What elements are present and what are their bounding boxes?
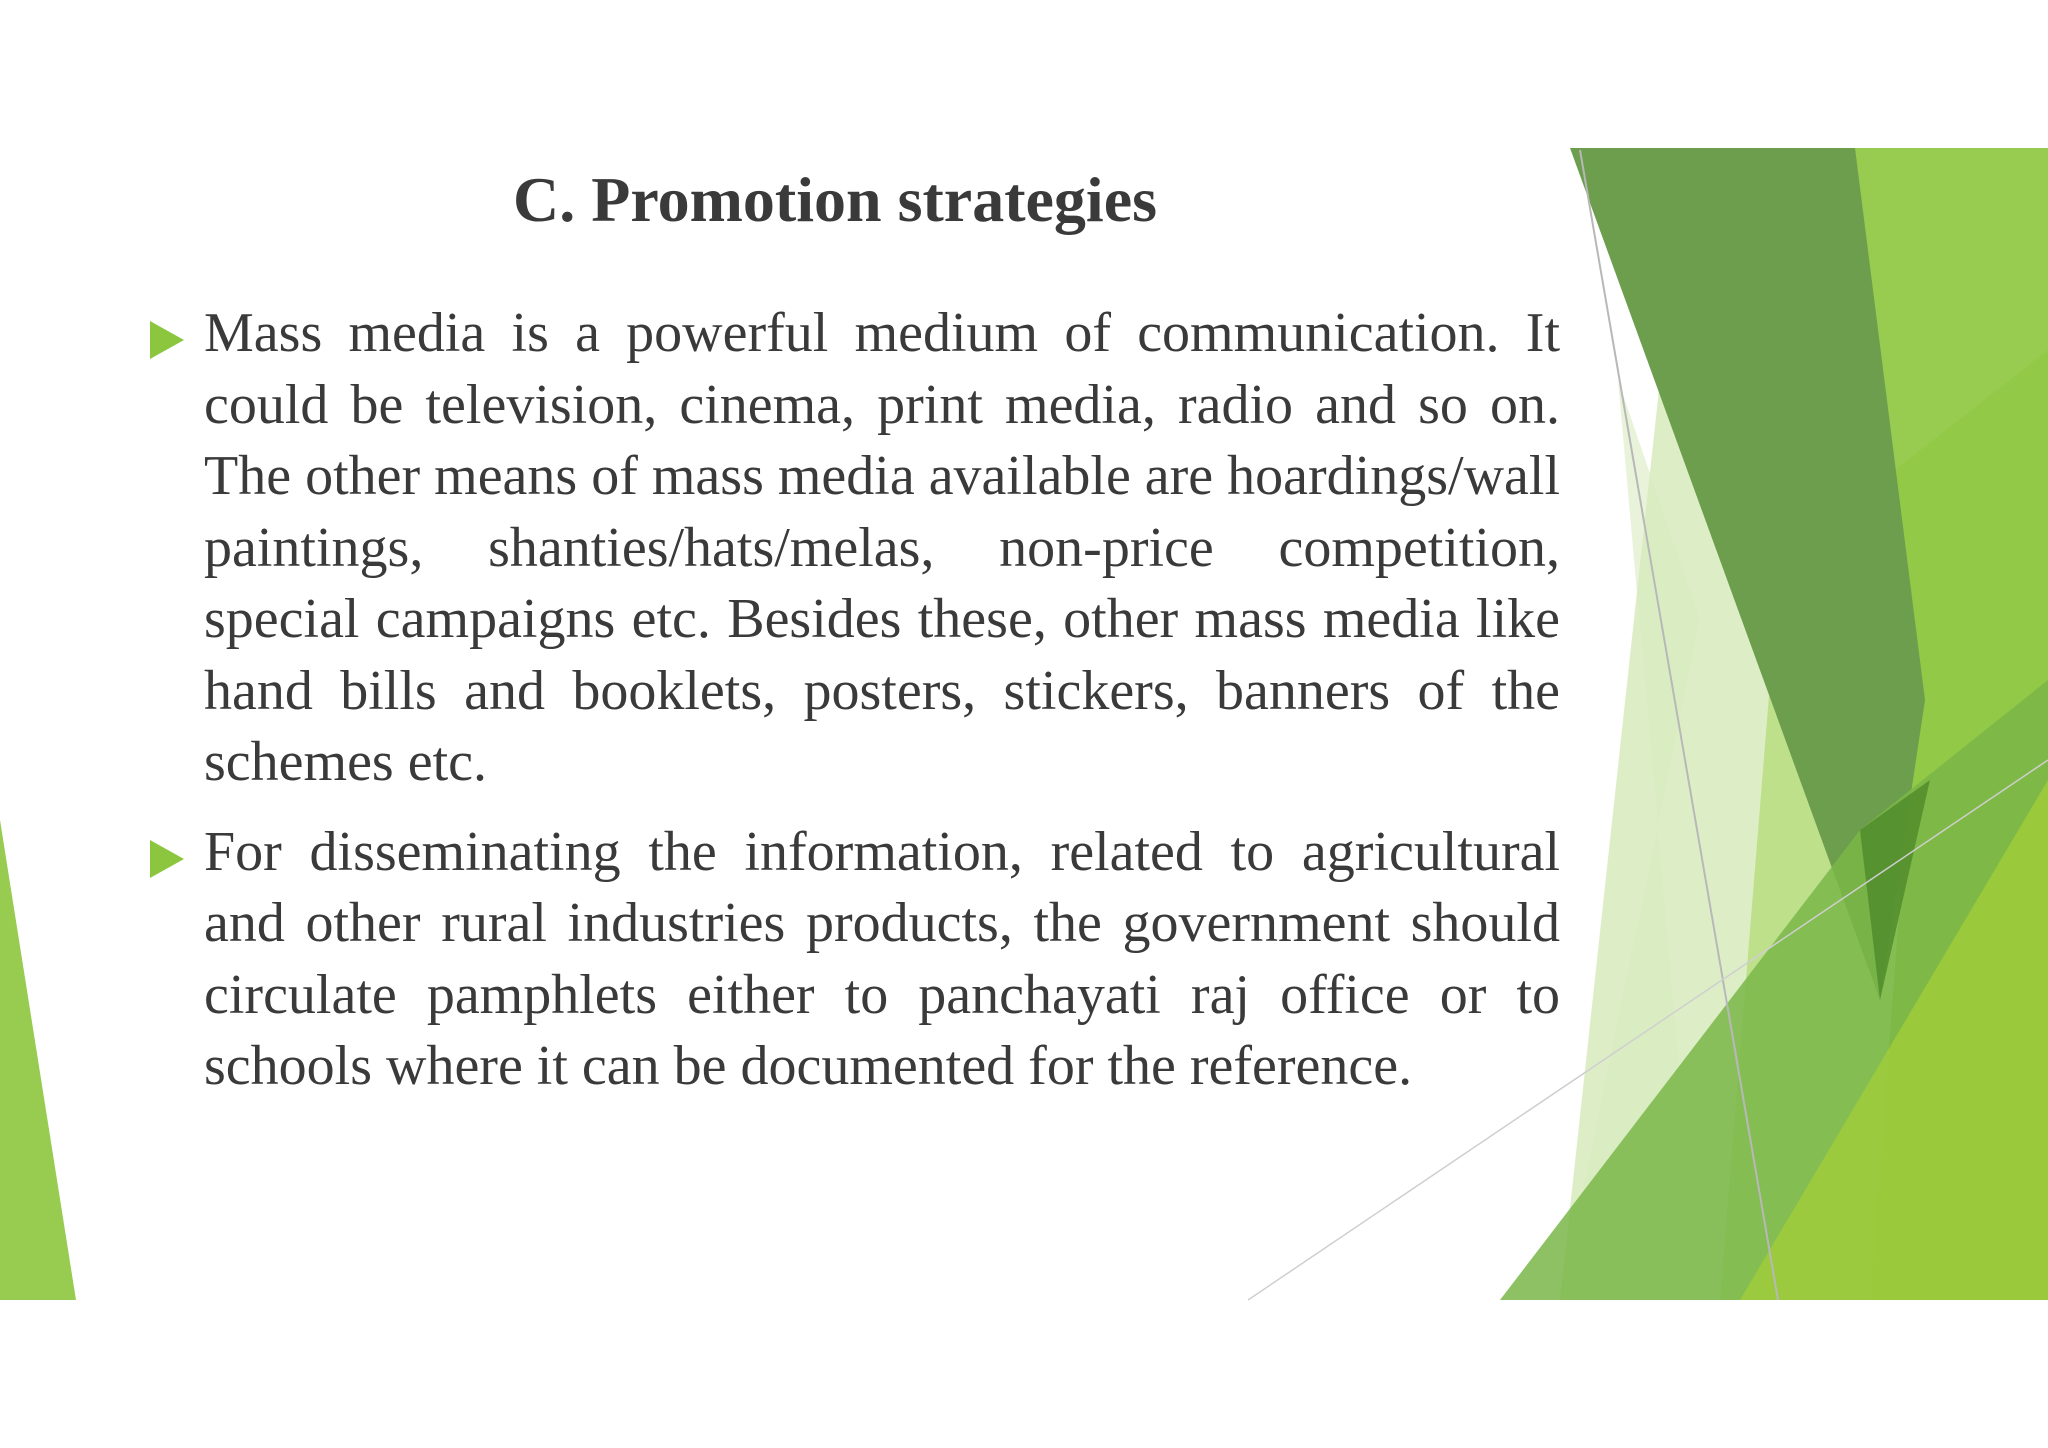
bullet-text: For disseminating the information, related to agricultural and other rural industries products, the government should circulate pamphlets either to panchayati raj office or to schools where it can be documented for the reference. bbox=[204, 820, 1560, 1097]
bullet-text: Mass media is a powerful medium of communication. It could be television, cinema, print media, radio and so on. The other means of mass media available are hoardings/wall paintings, shanties/hats/melas, non-price competition, special campaigns etc. Besides these, other mass media like hand bills and booklets, posters, stickers, banners of the schemes etc. bbox=[204, 302, 1560, 793]
slide-title: C. Promotion strategies bbox=[513, 164, 1157, 235]
left-accent-shape bbox=[0, 820, 76, 1300]
bullet-list bbox=[150, 298, 1560, 1121]
bullet-item bbox=[150, 298, 1560, 799]
triangle-bullet-icon bbox=[150, 840, 184, 878]
triangle-bullet-icon bbox=[150, 321, 184, 359]
bullet-item bbox=[150, 817, 1560, 1103]
